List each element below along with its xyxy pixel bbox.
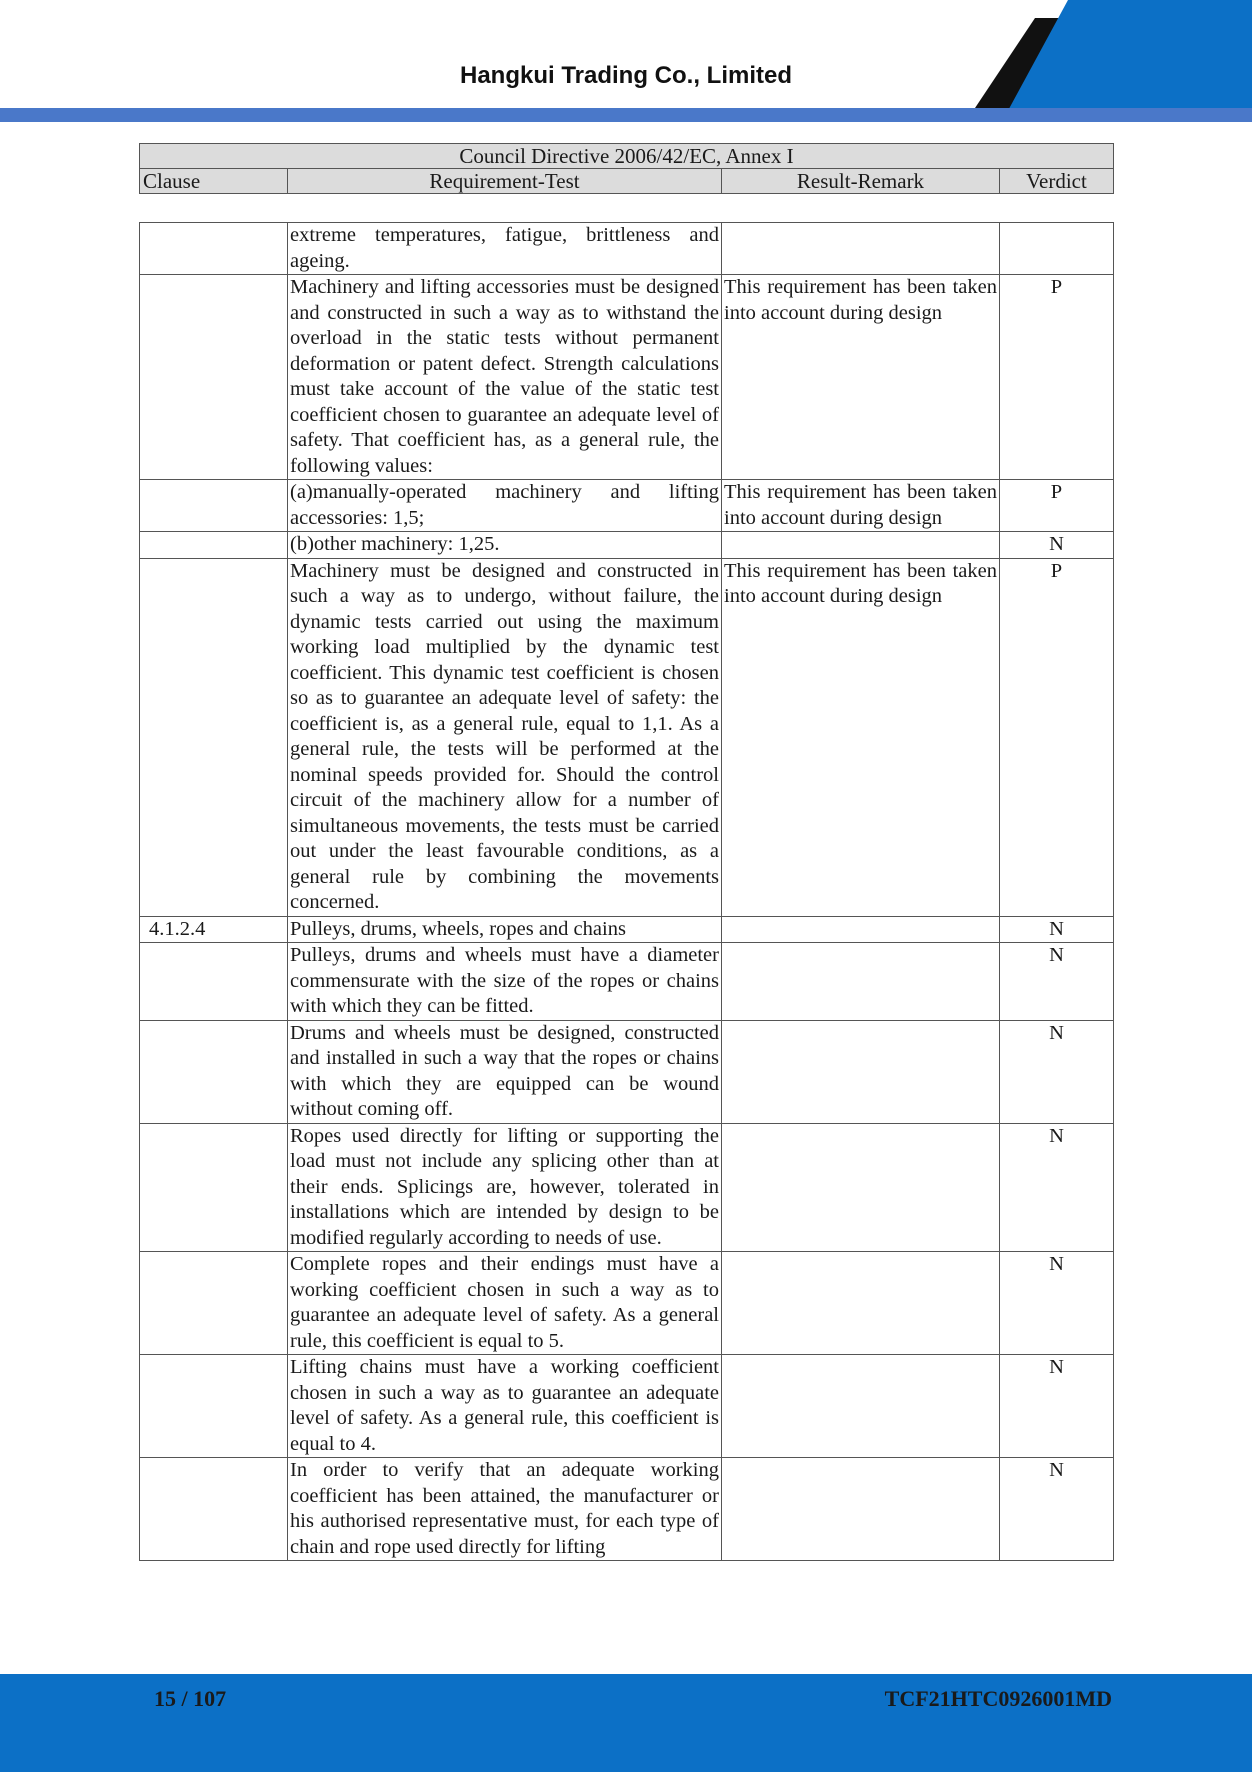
remark-cell: This requirement has been taken into account during design <box>722 275 1000 480</box>
table-row <box>140 558 1114 916</box>
remark-cell: This requirement has been taken into account during design <box>722 480 1000 532</box>
clause-cell <box>140 1252 288 1355</box>
requirement-cell: (b)other machinery: 1,25. <box>288 532 722 559</box>
table-row <box>140 223 1114 275</box>
requirement-cell: Lifting chains must have a working coefficient chosen in such a way as to guarantee an adequate level of safety. As a general rule, this coefficient is equal to 4. <box>288 1355 722 1458</box>
column-header-clause: Clause <box>140 169 288 194</box>
remark-cell <box>722 916 1000 943</box>
verdict-cell: P <box>1000 275 1114 480</box>
verdict-cell: P <box>1000 480 1114 532</box>
table-row <box>140 943 1114 1021</box>
table-row <box>140 1458 1114 1561</box>
remark-cell <box>722 223 1000 275</box>
clause-cell <box>140 480 288 532</box>
clause-cell <box>140 223 288 275</box>
remark-cell <box>722 943 1000 1021</box>
verdict-cell: N <box>1000 532 1114 559</box>
requirement-cell: Drums and wheels must be designed, constructed and installed in such a way that the ropes or chains with which they are equipped can be wound without coming off. <box>288 1020 722 1123</box>
requirement-cell: Machinery must be designed and constructed in such a way as to undergo, without failure, the dynamic tests carried out using the maximum working load multiplied by the dynamic test coefficient. This dynamic test coefficient is chosen so as to guarantee an adequate level of safety: the coefficient is, as a general rule, equal to 1,1. As a general rule, the tests will be performed at the nominal speeds provided for. Should the control circuit of the machinery allow for a number of simultaneous movements, the tests must be carried out under the least favourable conditions, as a general rule by combining the movements concerned. <box>288 558 722 916</box>
requirement-cell: Pulleys, drums and wheels must have a diameter commensurate with the size of the ropes or chains with which they can be fitted. <box>288 943 722 1021</box>
clause-cell <box>140 275 288 480</box>
requirements-table <box>139 222 1114 1561</box>
table-header <box>139 143 1114 194</box>
remark-cell <box>722 1020 1000 1123</box>
remark-cell <box>722 1252 1000 1355</box>
remark-cell <box>722 1458 1000 1561</box>
requirement-cell: (a)manually-operated machinery and lifting accessories: 1,5; <box>288 480 722 532</box>
clause-cell <box>140 1123 288 1252</box>
corner-blue-block <box>1004 0 1252 118</box>
remark-cell <box>722 1355 1000 1458</box>
requirement-cell: Machinery and lifting accessories must be designed and constructed in such a way as to withstand the overload in the static tests without permanent deformation or patent defect. Strength calculations must take account of the value of the static test coefficient chosen to guarantee an adequate level of safety. That coefficient has, as a general rule, the following values: <box>288 275 722 480</box>
table-row <box>140 275 1114 480</box>
table-row <box>140 1123 1114 1252</box>
verdict-cell: N <box>1000 1355 1114 1458</box>
verdict-cell: N <box>1000 943 1114 1021</box>
company-name: Hangkui Trading Co., Limited <box>459 62 792 89</box>
table-row <box>140 916 1114 943</box>
column-header-verdict: Verdict <box>1000 169 1114 194</box>
remark-cell: This requirement has been taken into account during design <box>722 558 1000 916</box>
header-stripe <box>0 108 1252 122</box>
requirement-cell: extreme temperatures, fatigue, brittleness and ageing. <box>288 223 722 275</box>
clause-cell <box>140 1458 288 1561</box>
column-header-requirement: Requirement-Test <box>288 169 722 194</box>
clause-cell <box>140 532 288 559</box>
clause-cell <box>140 1355 288 1458</box>
report-number: TCF21HTC0926001MD <box>884 1686 1112 1711</box>
page-number: 15 / 107 <box>154 1686 227 1711</box>
clause-cell: 4.1.2.4 <box>140 916 288 943</box>
remark-cell <box>722 1123 1000 1252</box>
table-row <box>140 480 1114 532</box>
clause-cell <box>140 558 288 916</box>
table-row <box>140 1020 1114 1123</box>
verdict-cell: N <box>1000 1020 1114 1123</box>
clause-cell <box>140 943 288 1021</box>
verdict-cell: N <box>1000 1252 1114 1355</box>
requirement-cell: In order to verify that an adequate working coefficient has been attained, the manufacturer or his authorised representative must, for each type of chain and rope used directly for lifting <box>288 1458 722 1561</box>
requirement-cell: Ropes used directly for lifting or supporting the load must not include any splicing other than at their ends. Splicings are, however, tolerated in installations which are intended by design to be modified regularly according to needs of use. <box>288 1123 722 1252</box>
table-row <box>140 1252 1114 1355</box>
verdict-cell: P <box>1000 558 1114 916</box>
verdict-cell: N <box>1000 1123 1114 1252</box>
table-row <box>140 532 1114 559</box>
header-corner-graphic <box>0 0 1252 125</box>
verdict-cell <box>1000 223 1114 275</box>
remark-cell <box>722 532 1000 559</box>
requirement-cell: Pulleys, drums, wheels, ropes and chains <box>288 916 722 943</box>
column-header-remark: Result-Remark <box>722 169 1000 194</box>
requirement-cell: Complete ropes and their endings must have a working coefficient chosen in such a way as to guarantee an adequate level of safety. As a general rule, this coefficient is equal to 5. <box>288 1252 722 1355</box>
directive-title: Council Directive 2006/42/EC, Annex I <box>140 144 1114 169</box>
verdict-cell: N <box>1000 916 1114 943</box>
verdict-cell: N <box>1000 1458 1114 1561</box>
table-row <box>140 1355 1114 1458</box>
clause-cell <box>140 1020 288 1123</box>
